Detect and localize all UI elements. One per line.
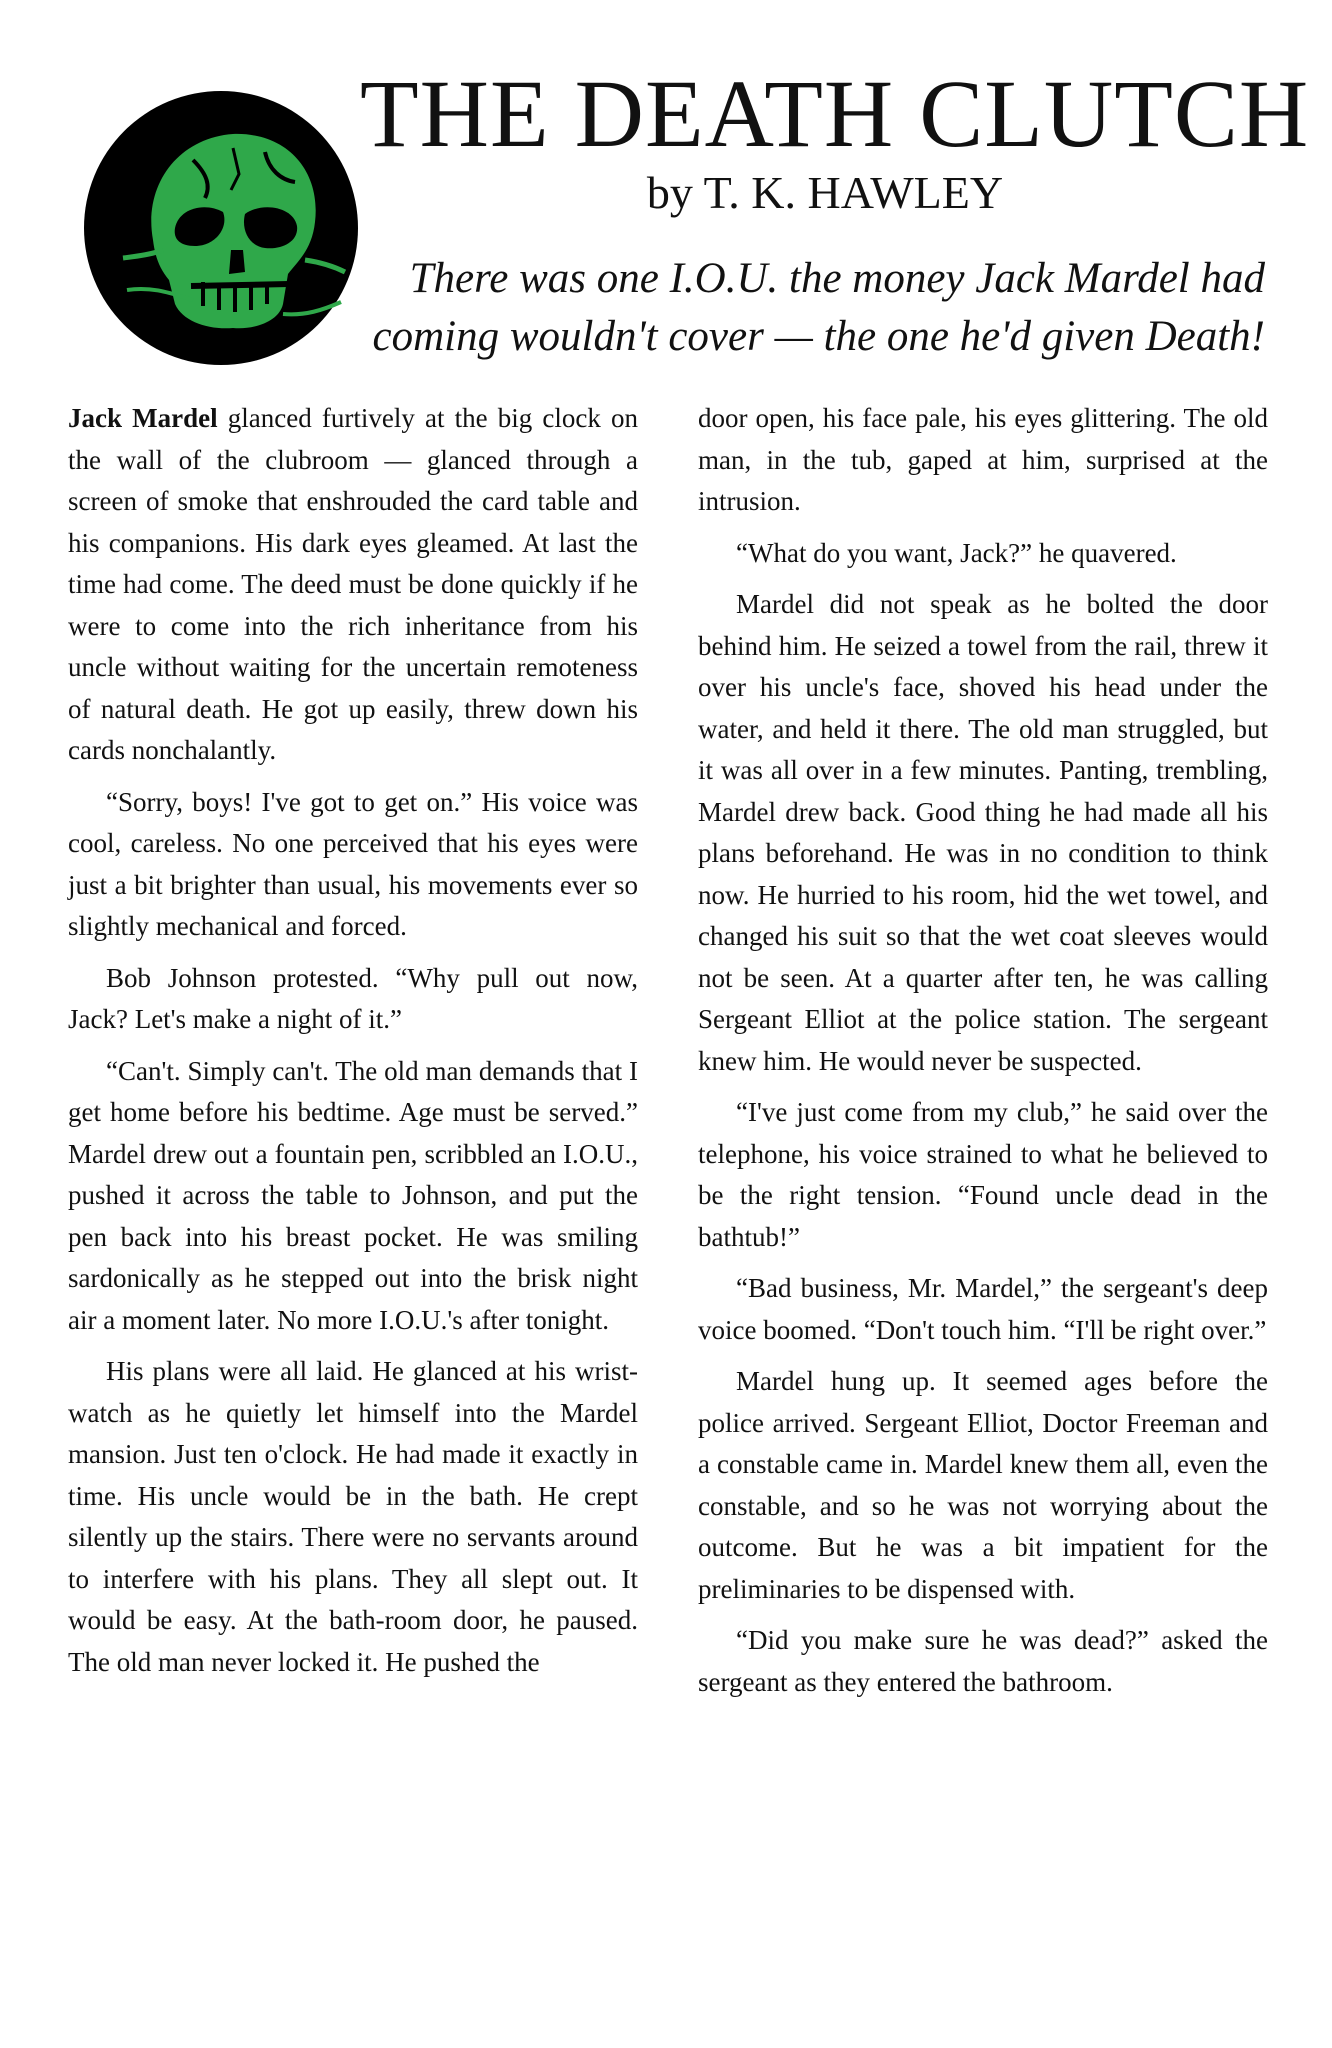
paragraph: “Bad business, Mr. Mardel,” the sergeant's deep voice boomed. “Don't touch him. “I'll be right over.” xyxy=(698,1273,1268,1345)
paragraph: “Can't. Simply can't. The old man demands that I get home before his bedtime. Age must be served.” Mardel drew out a fountain pen, scribbled an I.O.U., pushed it across the table to Johnson, and put the pen back into his breast pocket. He was smiling sardonically as he stepped out into the brisk night air a moment later. No more I.O.U.'s after tonight. xyxy=(68,1055,638,1335)
paragraph: Mardel hung up. It seemed ages before the police arrived. Sergeant Elliot, Doctor Freeman and a constable came in. Mardel knew them all, even the constable, and so he was not worrying about the outcome. But he was a bit impatient for the preliminaries to be dispensed with. xyxy=(698,1366,1268,1604)
green-skull-icon xyxy=(83,90,359,366)
teaser-line: coming wouldn't cover — the one he'd given Death! xyxy=(372,313,1265,360)
paragraph xyxy=(68,398,638,772)
story-byline: by T. K. HAWLEY xyxy=(646,167,1004,218)
story-title: THE DEATH CLUTCH xyxy=(360,60,1310,167)
paragraph-text: glanced furtively at the big clock on the wall of the clubroom — glanced through a screen of smoke that enshrouded the card table and his companions. His dark eyes gleamed. At last the time had come. The deed must be done quickly if he were to come into the rich inheritance from his uncle without waiting for the uncertain remoteness of natural death. He got up easily, threw down his cards nonchalantly. xyxy=(68,403,638,765)
left-column xyxy=(68,398,638,1693)
paragraph: “Did you make sure he was dead?” asked the sergeant as they entered the bathroom. xyxy=(698,1625,1268,1697)
paragraph: “What do you want, Jack?” he quavered. xyxy=(736,537,1177,568)
teaser-line: There was one I.O.U. the money Jack Mardel had xyxy=(409,255,1265,302)
skull-emblem xyxy=(83,90,359,366)
paragraph: “I've just come from my club,” he said over the telephone, his voice strained to what he believed to be the right tension. “Found uncle dead in the bathtub!” xyxy=(698,1097,1268,1252)
story-teaser xyxy=(360,250,1265,366)
paragraph: His plans were all laid. He glanced at his wrist-watch as he quietly let himself into the Mardel mansion. Just ten o'clock. He had made it exactly in time. His uncle would be in the bath. He crept silently up the stairs. There were no servants around to interfere with his plans. They all slept out. It would be easy. At the bath-room door, he paused. The old man never locked it. He pushed the xyxy=(68,1356,638,1677)
paragraph: door open, his face pale, his eyes glittering. The old man, in the tub, gaped at him, surprised at the intrusion. xyxy=(698,403,1268,516)
lead-name: Jack Mardel xyxy=(68,403,218,433)
paragraph: “Sorry, boys! I've got to get on.” His voice was cool, careless. No one perceived that his eyes were just a bit brighter than usual, his movements ever so slightly mechanical and forced. xyxy=(68,786,638,941)
paragraph: Mardel did not speak as he bolted the door behind him. He seized a towel from the rail, threw it over his uncle's face, shoved his head under the water, and held it there. The old man struggled, but it was all over in a few minutes. Panting, trembling, Mardel drew back. Good thing he had made all his plans beforehand. He was in no condition to think now. He hurried to his room, hid the wet towel, and changed his suit so that the wet coat sleeves would not be seen. At a quarter after ten, he was calling Sergeant Elliot at the police station. The sergeant knew him. He would never be suspected. xyxy=(698,589,1268,1076)
right-column xyxy=(698,398,1268,1713)
paragraph: Bob Johnson protested. “Why pull out now, Jack? Let's make a night of it.” xyxy=(68,962,638,1034)
